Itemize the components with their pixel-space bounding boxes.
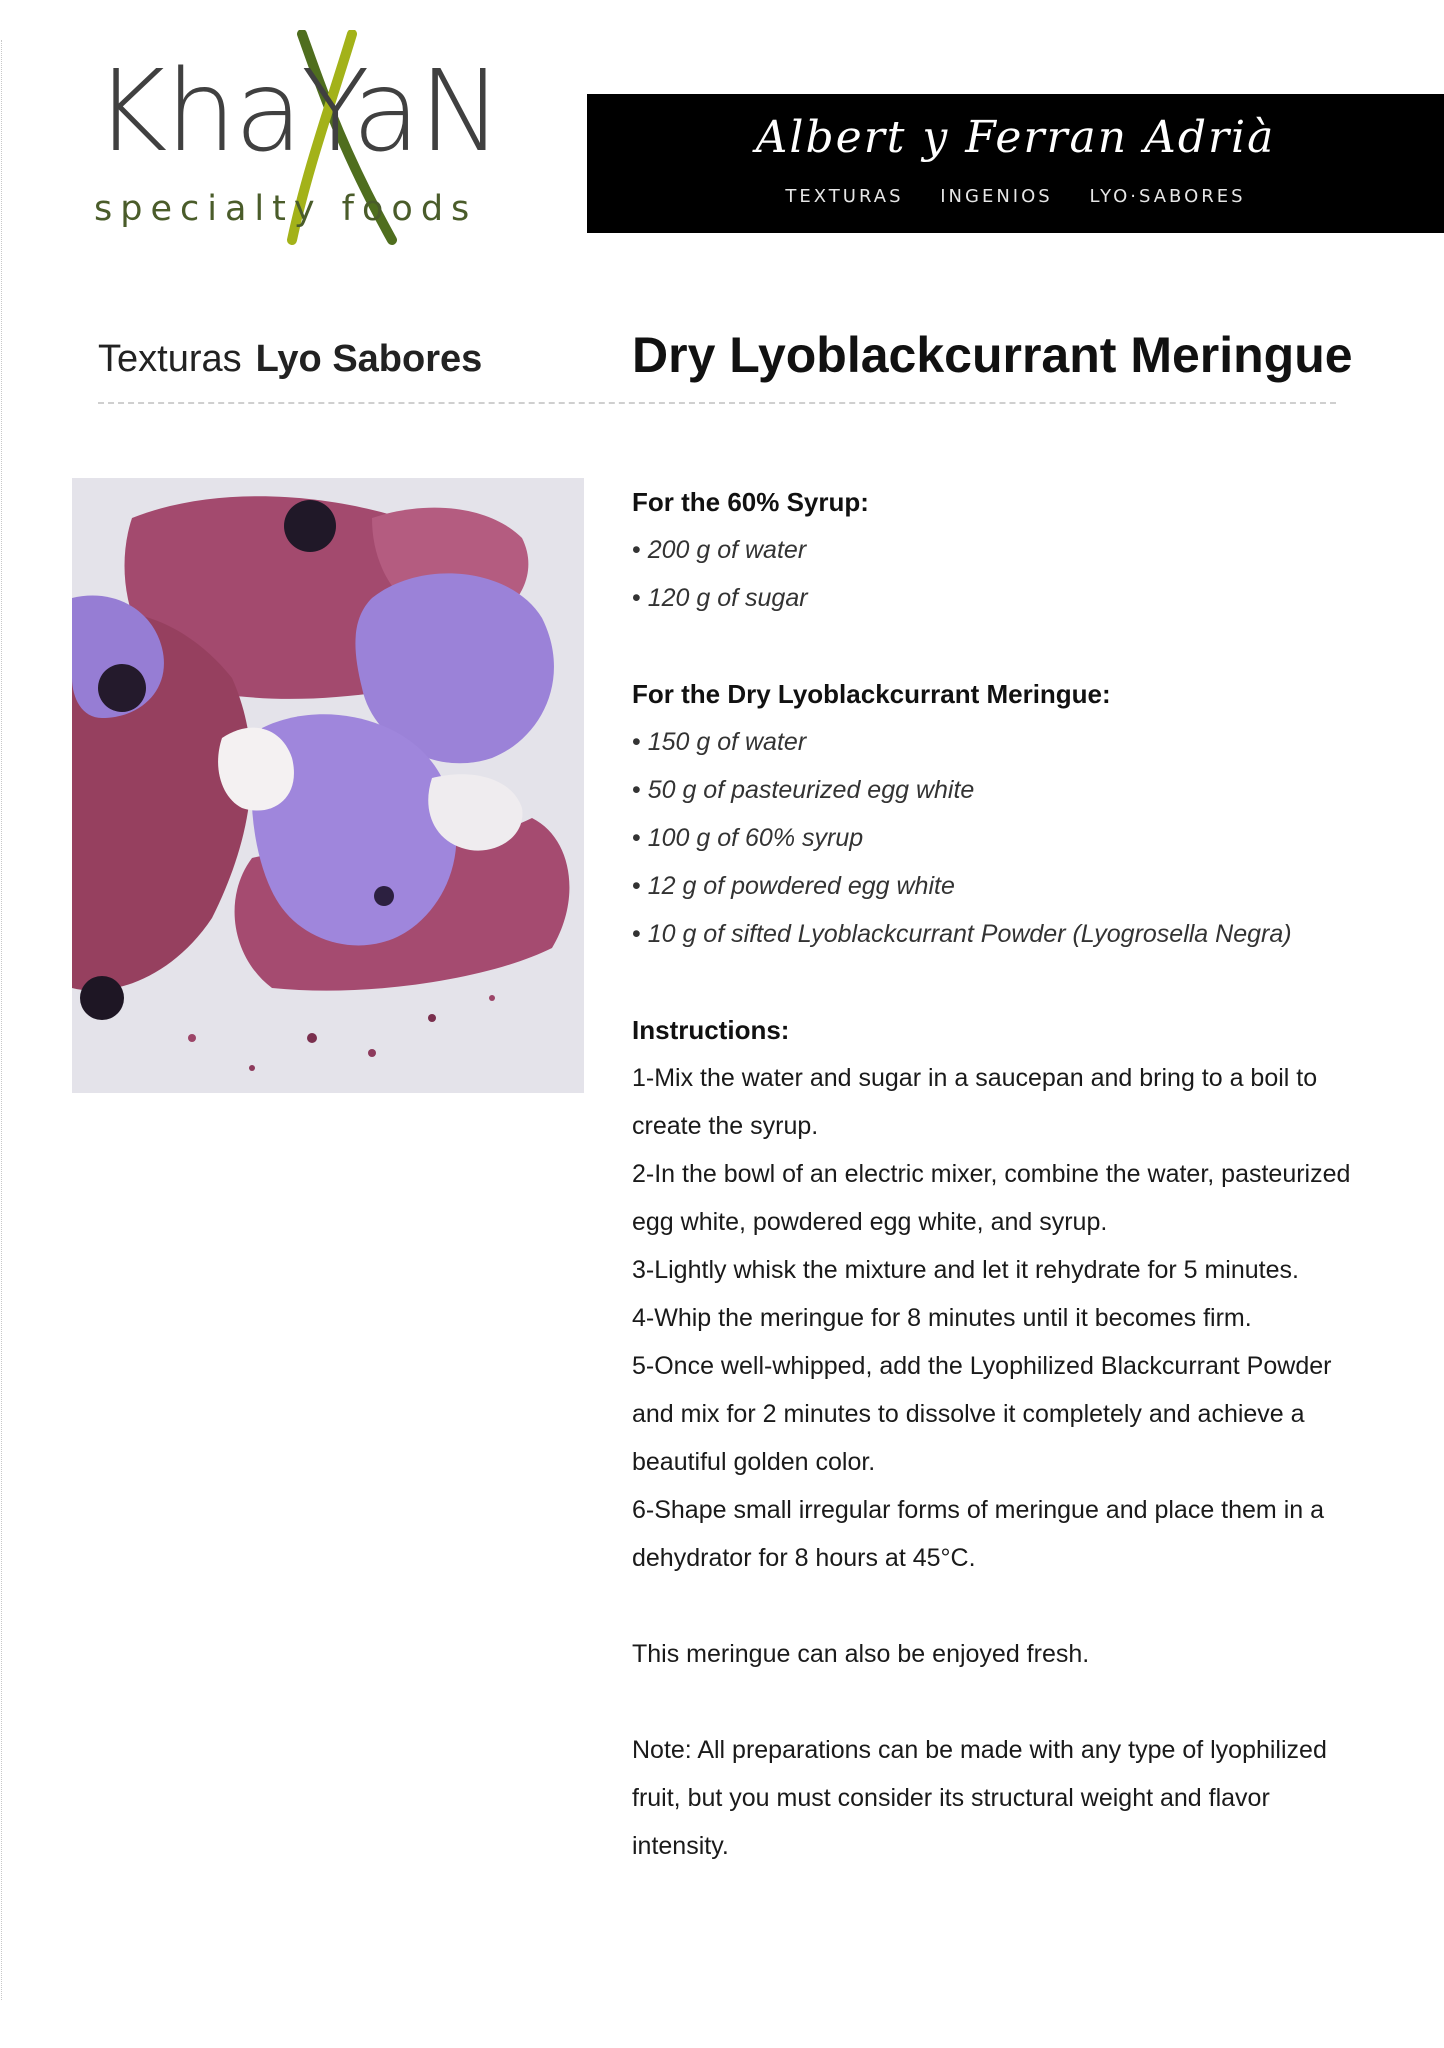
meringue-ingredient-list — [632, 718, 1352, 958]
adria-banner — [587, 94, 1444, 233]
banner-nav-texturas[interactable]: TEXTURAS — [785, 186, 904, 207]
banner-nav — [587, 186, 1444, 207]
list-item: • 150 g of water — [632, 718, 1352, 766]
general-note: Note: All preparations can be made with any type of lyophilized fruit, but you must consider its structural weight and flavor intensity. — [632, 1736, 1327, 1860]
list-item: • 12 g of powdered egg white — [632, 862, 1352, 910]
instruction-step: 5-Once well-whipped, add the Lyophilized Blackcurrant Powder and mix for 2 minutes to dissolve it completely and achieve a beautiful golden color. — [632, 1352, 1332, 1476]
list-item: • 50 g of pasteurized egg white — [632, 766, 1352, 814]
list-item: • 100 g of 60% syrup — [632, 814, 1352, 862]
instructions-heading: Instructions: — [632, 1015, 790, 1045]
section-category: Texturas — [98, 338, 242, 380]
page-title: Dry Lyoblackcurrant Meringue — [632, 327, 1353, 383]
header-divider — [98, 402, 1336, 404]
recipe-body — [632, 478, 1352, 1870]
khayan-logo[interactable] — [92, 30, 522, 250]
section-breadcrumb — [98, 338, 482, 381]
instruction-step: 3-Lightly whisk the mixture and let it rehydrate for 5 minutes. — [632, 1256, 1299, 1284]
list-item: • 10 g of sifted Lyoblackcurrant Powder (Lyogrosella Negra) — [632, 910, 1352, 958]
meringue-heading: For the Dry Lyoblackcurrant Meringue: — [632, 679, 1111, 709]
syrup-ingredient-list — [632, 526, 1352, 622]
section-subcategory: Lyo Sabores — [255, 338, 483, 380]
instruction-step: 1-Mix the water and sugar in a saucepan and bring to a boil to create the syrup. — [632, 1064, 1318, 1140]
logo-tagline: specialty foods — [94, 189, 478, 229]
left-margin-rule — [1, 40, 2, 2000]
fresh-note: This meringue can also be enjoyed fresh. — [632, 1640, 1090, 1668]
list-item: • 120 g of sugar — [632, 574, 1352, 622]
meringue-photo — [72, 478, 584, 1093]
banner-title: Albert y Ferran Adrià — [755, 112, 1276, 163]
syrup-heading: For the 60% Syrup: — [632, 487, 869, 517]
list-item: • 200 g of water — [632, 526, 1352, 574]
logo-wordmark: KhaYaN — [94, 47, 501, 177]
instruction-step: 2-In the bowl of an electric mixer, combine the water, pasteurized egg white, powdered egg white, and syrup. — [632, 1160, 1351, 1236]
instruction-step: 4-Whip the meringue for 8 minutes until it becomes firm. — [632, 1304, 1252, 1332]
banner-nav-ingenios[interactable]: INGENIOS — [940, 186, 1053, 207]
instruction-step: 6-Shape small irregular forms of meringue and place them in a dehydrator for 8 hours at 45°C. — [632, 1496, 1325, 1572]
banner-nav-lyo-sabores[interactable]: LYO·SABORES — [1089, 186, 1246, 207]
